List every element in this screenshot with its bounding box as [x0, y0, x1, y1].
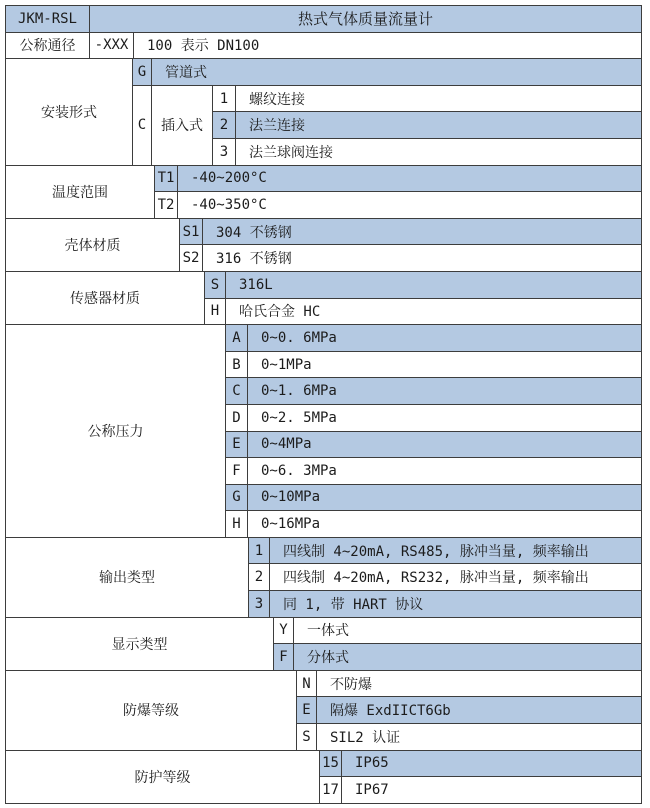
section-label-cell: 传感器材质: [6, 271, 205, 324]
section-display-type: [5, 617, 642, 671]
section-label-cell: 公称压力: [6, 325, 226, 538]
code-cell: B: [226, 351, 248, 378]
section-label-cell: 公称通径: [6, 32, 90, 59]
code-cell: 2: [249, 564, 270, 591]
subcode-cell: 3: [213, 138, 236, 165]
code-cell: 15: [320, 750, 342, 777]
code-cell: S1: [180, 218, 203, 245]
code-cell: -XXX: [90, 32, 134, 59]
desc-cell: 螺纹连接: [236, 85, 642, 112]
desc-cell: 0~1MPa: [248, 351, 642, 378]
code-cell: F: [274, 644, 294, 671]
desc-cell: -40~350°C: [178, 192, 642, 219]
section-label-cell: 温度范围: [6, 165, 155, 218]
code-cell: F: [226, 458, 248, 485]
desc-cell: -40~200°C: [178, 165, 642, 192]
desc-cell: SIL2 认证: [317, 724, 642, 751]
code-cell: H: [226, 511, 248, 538]
code-cell: H: [205, 298, 226, 325]
section-housing-material: [5, 218, 642, 272]
model-selection-table: [5, 5, 643, 804]
section-nominal-diameter: [5, 32, 642, 60]
section-label-cell: 防护等级: [6, 750, 320, 803]
code-cell: E: [297, 697, 317, 724]
code-cell: Y: [274, 617, 294, 644]
desc-cell: 法兰连接: [236, 112, 642, 139]
sub-label-cell: 插入式: [152, 85, 213, 165]
desc-cell: 0~4MPa: [248, 431, 642, 458]
desc-cell: 0~1. 6MPa: [248, 378, 642, 405]
desc-cell: 0~2. 5MPa: [248, 404, 642, 431]
section-output-type: [5, 537, 642, 618]
code-cell: S: [205, 271, 226, 298]
code-cell: G: [133, 59, 152, 86]
desc-cell: 四线制 4~20mA, RS232, 脉冲当量, 频率输出: [270, 564, 642, 591]
code-cell: S2: [180, 245, 203, 272]
code-cell: E: [226, 431, 248, 458]
desc-cell: 100 表示 DN100: [134, 32, 642, 59]
section-label-cell: 显示类型: [6, 617, 274, 670]
code-cell: 17: [320, 777, 342, 804]
desc-cell: 法兰球阀连接: [236, 138, 642, 165]
code-cell: C: [226, 378, 248, 405]
desc-cell: 隔爆 ExdIICT6Gb: [317, 697, 642, 724]
desc-cell: 哈氏合金 HC: [226, 298, 642, 325]
code-cell: T1: [155, 165, 178, 192]
product-title-cell: 热式气体质量流量计: [90, 6, 642, 33]
desc-cell: 0~6. 3MPa: [248, 458, 642, 485]
desc-cell: 0~0. 6MPa: [248, 325, 642, 352]
section-nominal-pressure: [5, 324, 642, 538]
code-cell: G: [226, 484, 248, 511]
desc-cell: 不防爆: [317, 670, 642, 697]
section-explosion-proof-grade: [5, 670, 642, 751]
code-cell: D: [226, 404, 248, 431]
code-cell: 3: [249, 591, 270, 618]
header-section: [5, 5, 642, 33]
desc-cell: 316 不锈钢: [203, 245, 642, 272]
subcode-cell: 1: [213, 85, 236, 112]
desc-cell: 一体式: [294, 617, 642, 644]
code-cell: C: [133, 85, 152, 165]
model-code-cell: JKM-RSL: [6, 6, 90, 33]
section-label-cell: 输出类型: [6, 537, 249, 617]
section-protection-grade: [5, 750, 642, 804]
desc-cell: 同 1, 带 HART 协议: [270, 591, 642, 618]
desc-cell: 316L: [226, 271, 642, 298]
section-label-cell: 防爆等级: [6, 670, 297, 750]
section-temperature-range: [5, 165, 642, 219]
desc-cell: 304 不锈钢: [203, 218, 642, 245]
desc-cell: 0~10MPa: [248, 484, 642, 511]
section-label-cell: 壳体材质: [6, 218, 180, 271]
section-label-cell: 安装形式: [6, 59, 133, 165]
code-cell: N: [297, 670, 317, 697]
section-installation-type: [5, 58, 642, 165]
section-sensor-material: [5, 271, 642, 325]
code-cell: 1: [249, 537, 270, 564]
desc-cell: IP67: [342, 777, 642, 804]
desc-cell: 管道式: [152, 59, 642, 86]
code-cell: T2: [155, 192, 178, 219]
code-cell: A: [226, 325, 248, 352]
subcode-cell: 2: [213, 112, 236, 139]
desc-cell: IP65: [342, 750, 642, 777]
desc-cell: 分体式: [294, 644, 642, 671]
code-cell: S: [297, 724, 317, 751]
desc-cell: 0~16MPa: [248, 511, 642, 538]
desc-cell: 四线制 4~20mA, RS485, 脉冲当量, 频率输出: [270, 537, 642, 564]
